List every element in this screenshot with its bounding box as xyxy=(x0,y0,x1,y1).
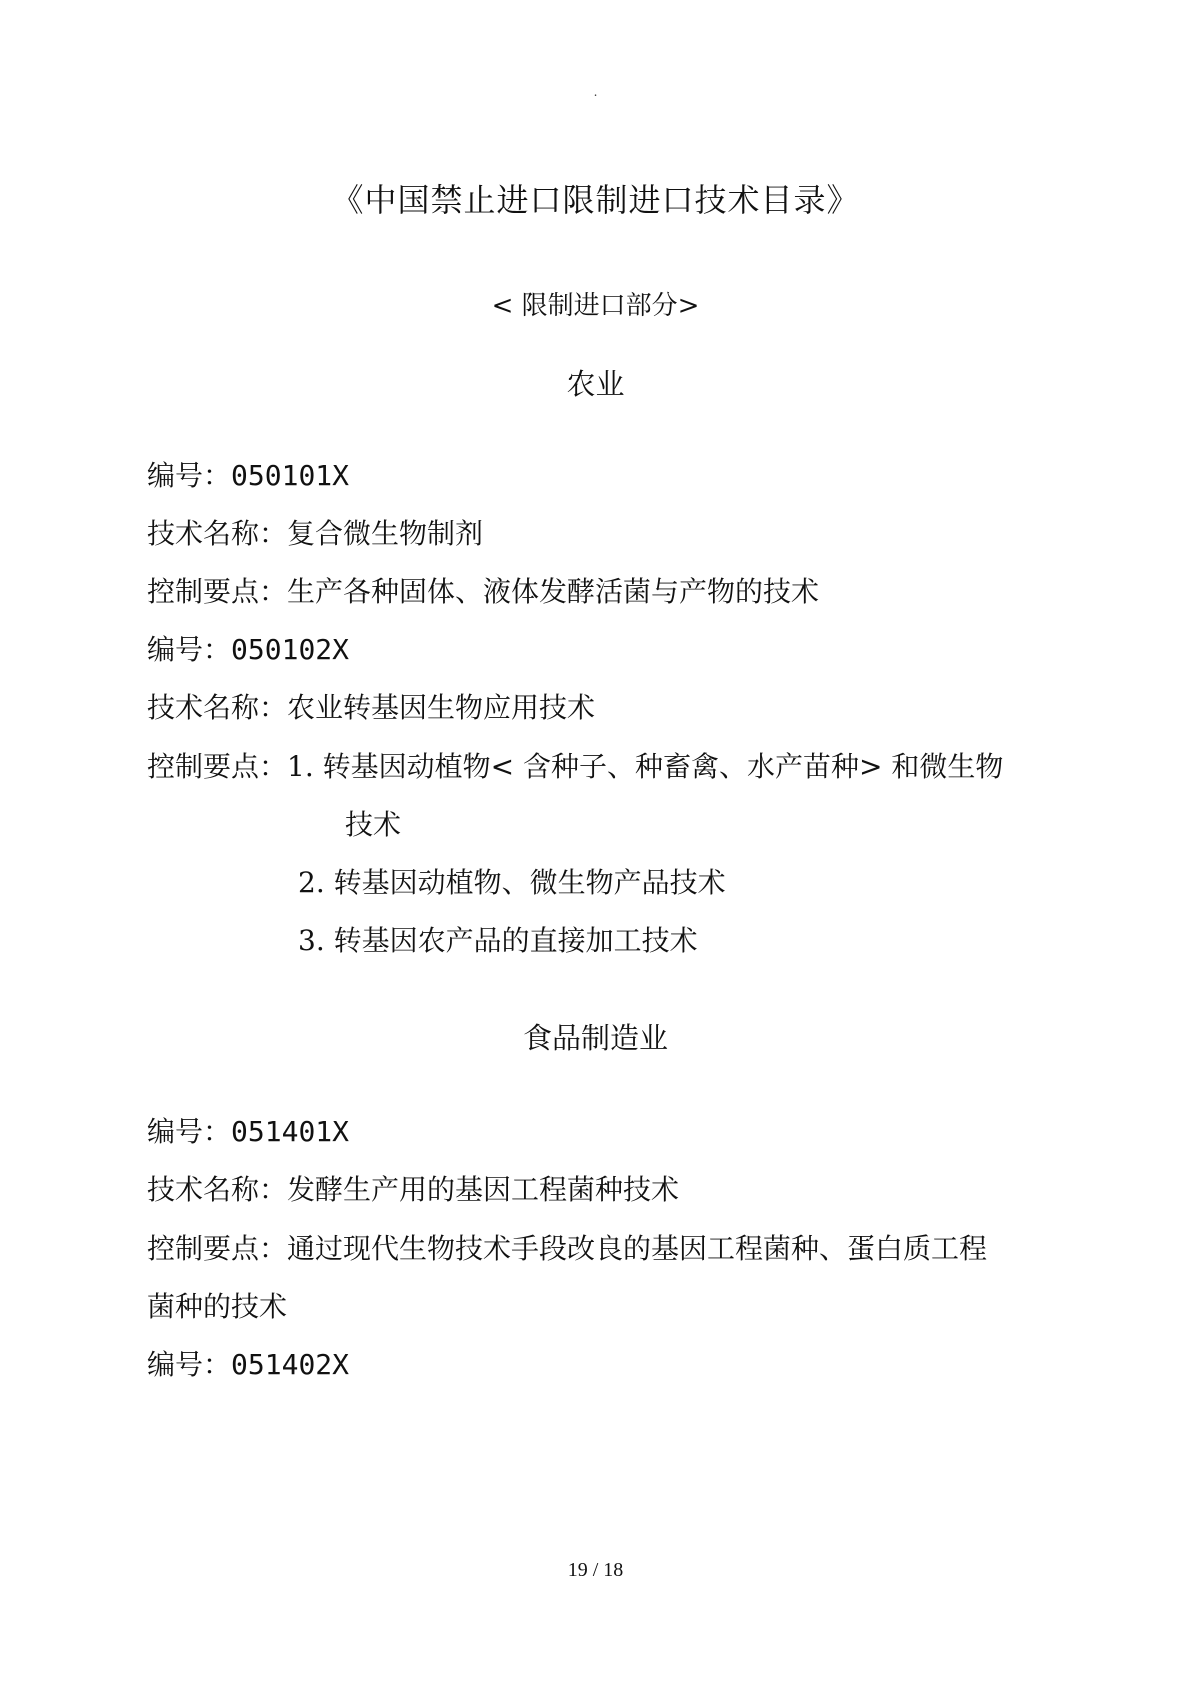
entry-name: 复合微生物制剂 xyxy=(287,517,484,550)
entry-name: 农业转基因生物应用技术 xyxy=(287,691,596,724)
control-item: 2. 转基因动植物、微生物产品技术 xyxy=(298,866,726,899)
document-title: 《中国禁止进口限制进口技术目录》 xyxy=(331,181,860,219)
number-label: 编号： xyxy=(147,1115,232,1148)
entry-number: 050102X xyxy=(231,633,350,666)
entry-number-line xyxy=(147,456,349,496)
section-heading-agriculture: 农业 xyxy=(566,367,625,401)
entry-number: 051402X xyxy=(231,1348,350,1381)
name-label: 技术名称： xyxy=(147,1173,288,1206)
entry-number-line xyxy=(147,1112,349,1152)
page-number: 19 / 18 xyxy=(567,1559,624,1581)
number-label: 编号： xyxy=(147,1348,232,1381)
entry-control-line xyxy=(147,572,819,612)
control-label: 控制要点： xyxy=(147,1232,288,1265)
control-label: 控制要点： xyxy=(147,575,288,608)
entry-number: 050101X xyxy=(231,459,350,492)
entry-control: 通过现代生物技术手段改良的基因工程菌种、蛋白质工程 xyxy=(287,1232,988,1265)
name-label: 技术名称： xyxy=(147,691,288,724)
section-heading-food-manufacturing: 食品制造业 xyxy=(522,1021,668,1055)
number-label: 编号： xyxy=(147,633,232,666)
control-item: 3. 转基因农产品的直接加工技术 xyxy=(298,924,698,957)
entry-name-line xyxy=(147,1170,679,1210)
entry-control: 生产各种固体、液体发酵活菌与产物的技术 xyxy=(287,575,820,608)
entry-control-line xyxy=(147,747,1003,787)
entry-control-continuation: 菌种的技术 xyxy=(147,1290,288,1323)
header-mark: . xyxy=(593,85,598,99)
document-subtitle: < 限制进口部分> xyxy=(491,291,700,321)
number-label: 编号： xyxy=(147,459,232,492)
entry-name-line xyxy=(147,514,483,554)
entry-number: 051401X xyxy=(231,1115,350,1148)
entry-control-line xyxy=(147,1229,987,1269)
control-item: 1. 转基因动植物< 含种子、种畜禽、水产苗种> 和微生物 xyxy=(287,750,1004,783)
entry-number-line xyxy=(147,1345,349,1385)
control-item-continuation: 技术 xyxy=(345,808,402,841)
name-label: 技术名称： xyxy=(147,517,288,550)
entry-name: 发酵生产用的基因工程菌种技术 xyxy=(287,1173,680,1206)
entry-name-line xyxy=(147,688,595,728)
entry-number-line xyxy=(147,630,349,670)
control-label: 控制要点： xyxy=(147,750,288,783)
